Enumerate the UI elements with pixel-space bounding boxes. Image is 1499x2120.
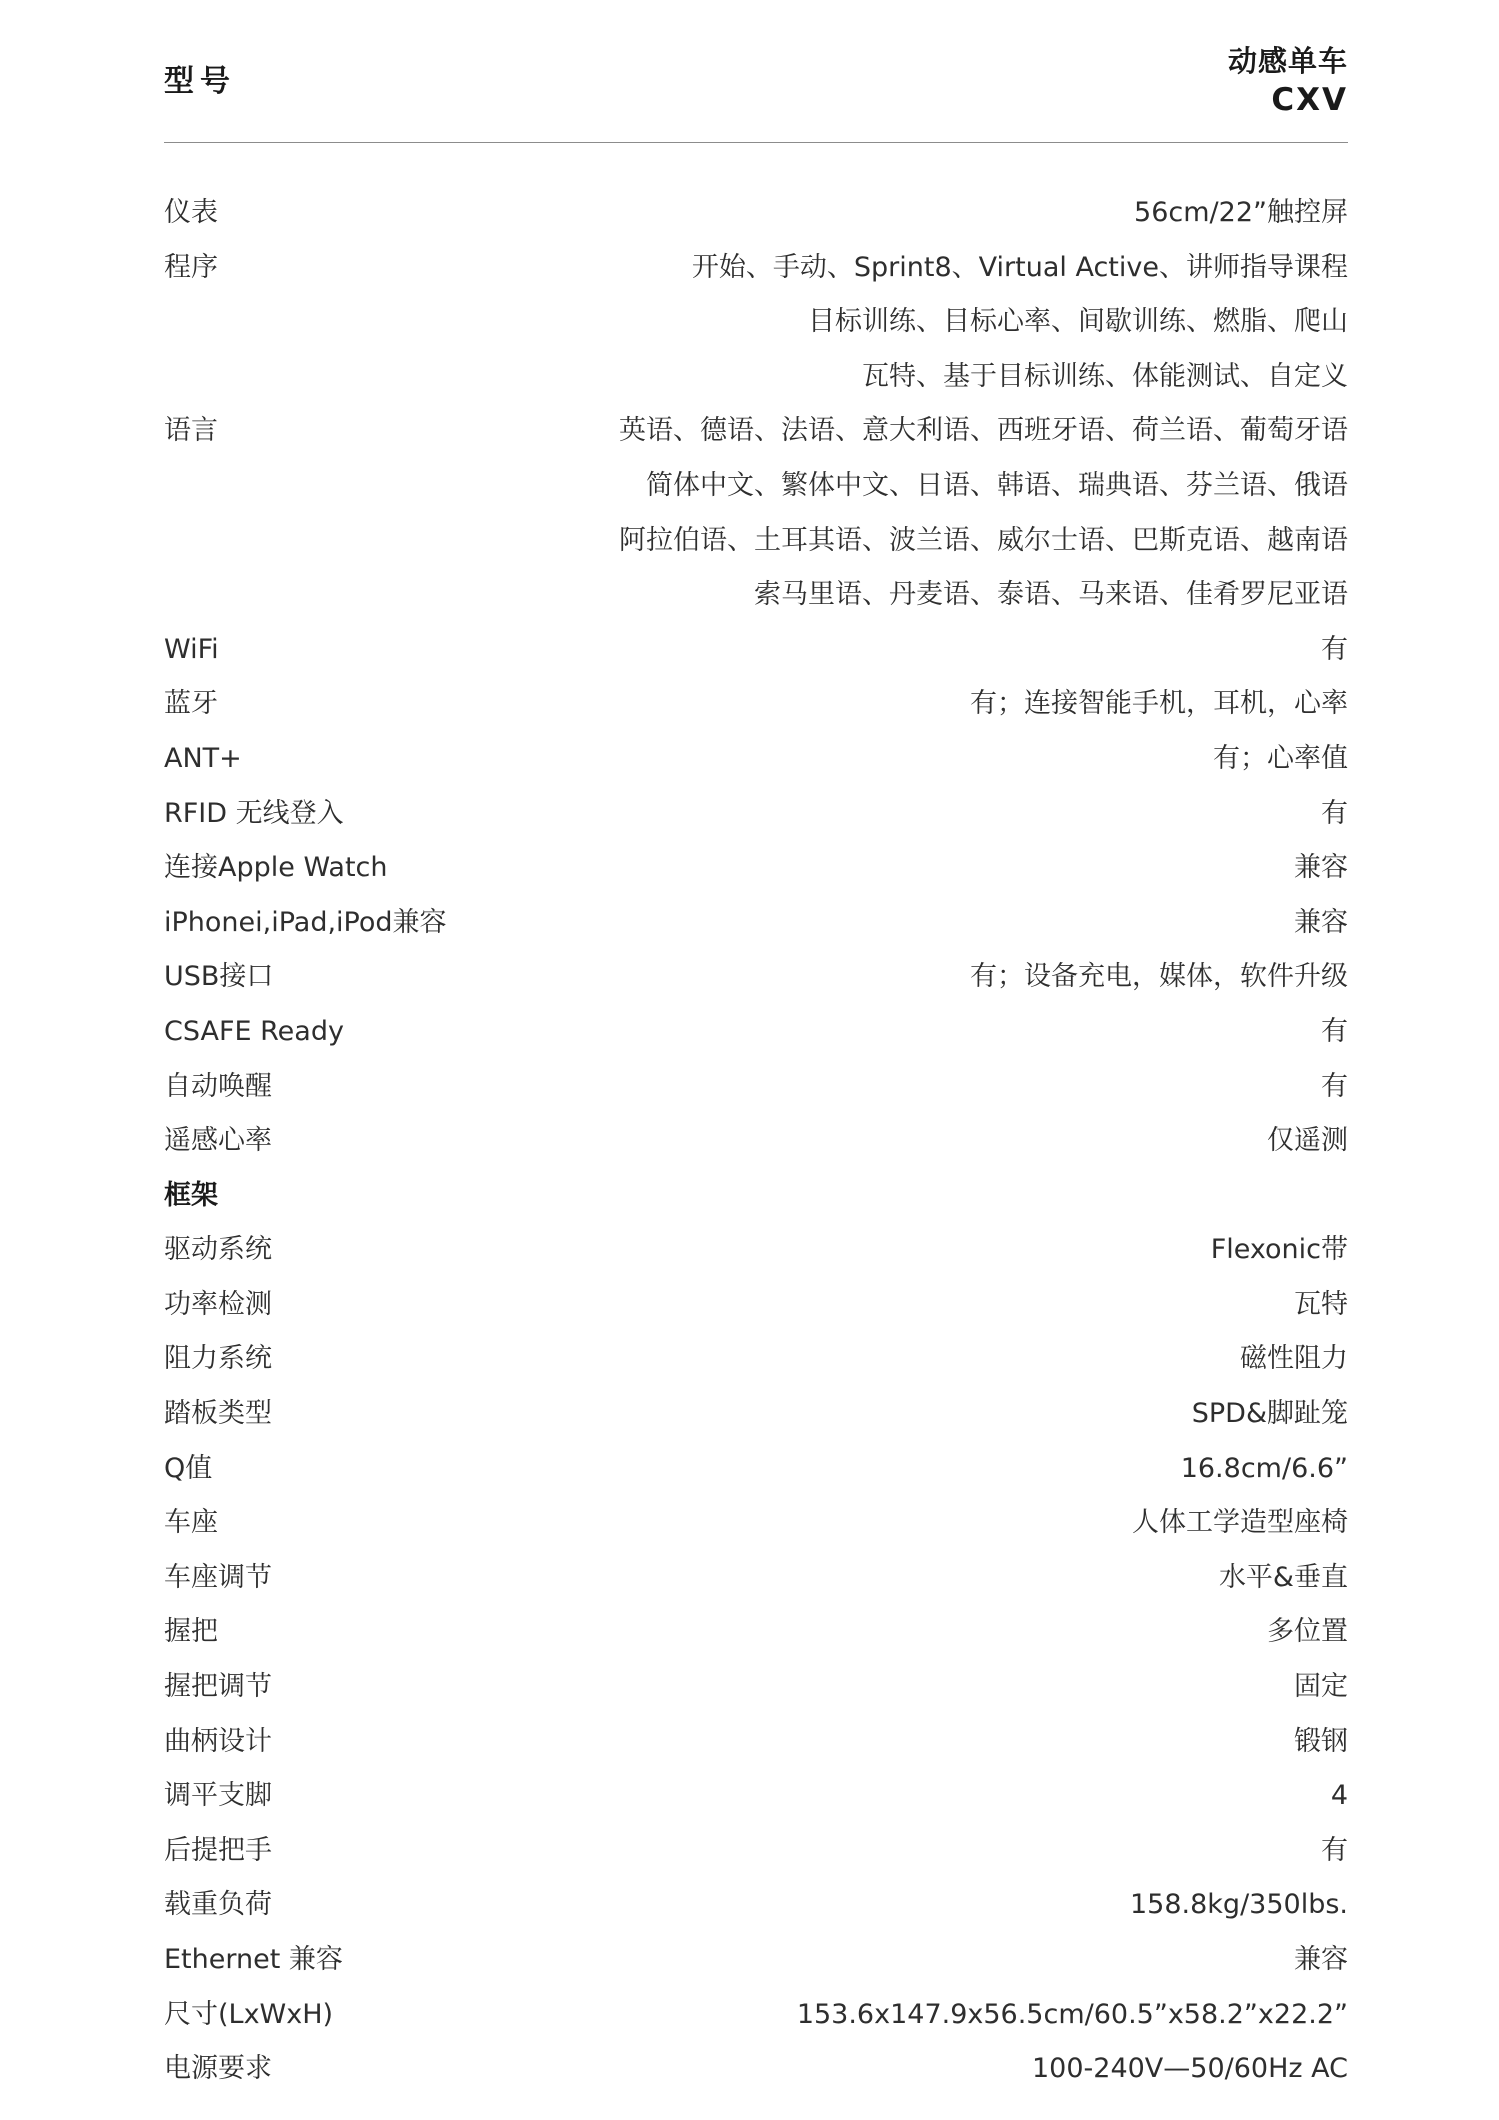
spec-row xyxy=(164,732,1348,787)
spec-values xyxy=(1132,1496,1348,1551)
spec-value: 固定 xyxy=(1294,1671,1348,1703)
spec-value: 瓦特 xyxy=(1294,1288,1348,1320)
spec-value: 153.6x147.9x56.5cm/60.5”x58.2”x22.2” xyxy=(796,1998,1348,2030)
spec-value: 多位置 xyxy=(1267,1616,1348,1648)
spec-values xyxy=(1240,1332,1348,1387)
spec-values xyxy=(692,241,1348,405)
spec-values xyxy=(1267,1114,1348,1169)
spec-sheet xyxy=(164,0,1348,2085)
spec-label: 阻力系统 xyxy=(164,1343,272,1375)
spec-label: ANT+ xyxy=(164,742,242,774)
spec-value: 水平&垂直 xyxy=(1218,1561,1348,1593)
spec-label: 程序 xyxy=(164,251,218,283)
spec-values xyxy=(1134,186,1348,241)
product-name: 动感单车 xyxy=(1227,44,1348,78)
spec-row xyxy=(164,1496,1348,1551)
spec-values xyxy=(1211,1223,1348,1278)
spec-row xyxy=(164,1060,1348,1115)
spec-value: 兼容 xyxy=(1294,906,1348,938)
spec-label: 踏板类型 xyxy=(164,1398,272,1430)
spec-values xyxy=(1213,732,1348,787)
spec-label: 驱动系统 xyxy=(164,1234,272,1266)
spec-values xyxy=(1294,841,1348,896)
spec-label: CSAFE Ready xyxy=(164,1015,344,1047)
spec-label: iPhonei,iPad,iPod兼容 xyxy=(164,906,447,938)
spec-row xyxy=(164,787,1348,842)
spec-value: 阿拉伯语、土耳其语、波兰语、威尔士语、巴斯克语、越南语 xyxy=(619,524,1348,556)
spec-value: 16.8cm/6.6” xyxy=(1180,1452,1348,1484)
spec-row xyxy=(164,186,1348,241)
spec-value: 兼容 xyxy=(1294,1944,1348,1975)
spec-values xyxy=(1331,1769,1348,1824)
spec-label: RFID 无线登入 xyxy=(164,797,344,829)
spec-value: 开始、手动、Sprint8、Virtual Active、讲师指导课程 xyxy=(691,251,1348,283)
spec-header xyxy=(164,0,1348,144)
spec-values xyxy=(1267,1605,1348,1660)
spec-values xyxy=(619,404,1348,622)
spec-row xyxy=(164,1715,1348,1770)
spec-row xyxy=(164,2042,1348,2097)
spec-row xyxy=(164,404,1348,622)
spec-row xyxy=(164,677,1348,732)
spec-label: 仪表 xyxy=(164,197,218,228)
spec-value: 索马里语、丹麦语、泰语、马来语、佳肴罗尼亚语 xyxy=(754,579,1348,611)
spec-value: 100-240V—50/60Hz AC xyxy=(1032,2053,1348,2085)
spec-row xyxy=(164,1988,1348,2043)
spec-values xyxy=(1321,1060,1348,1115)
spec-value: 56cm/22”触控屏 xyxy=(1134,197,1348,228)
spec-label: 连接Apple Watch xyxy=(164,852,388,884)
spec-label: 握把调节 xyxy=(164,1671,272,1703)
spec-values xyxy=(1294,1715,1348,1770)
spec-values xyxy=(1294,1933,1348,1988)
spec-row xyxy=(164,1605,1348,1660)
spec-value: 4 xyxy=(1330,1780,1348,1812)
spec-value: 有 xyxy=(1321,797,1348,829)
spec-value: 磁性阻力 xyxy=(1240,1343,1348,1375)
spec-row xyxy=(164,896,1348,951)
header-divider xyxy=(164,142,1348,143)
spec-value: 有 xyxy=(1321,633,1348,665)
spec-values xyxy=(797,1988,1348,2043)
spec-value: 仅遥测 xyxy=(1267,1125,1348,1157)
spec-value: 158.8kg/350lbs. xyxy=(1130,1889,1348,1921)
spec-label: USB接口 xyxy=(164,961,274,993)
spec-label: 自动唤醒 xyxy=(164,1070,272,1102)
product-title xyxy=(1228,42,1348,120)
spec-value: 人体工学造型座椅 xyxy=(1132,1507,1348,1539)
spec-label: 蓝牙 xyxy=(164,688,218,720)
product-model: CXV xyxy=(1271,82,1348,118)
spec-values xyxy=(1321,1824,1348,1879)
spec-list xyxy=(164,186,1348,2097)
spec-value: 有 xyxy=(1321,1070,1348,1102)
spec-row xyxy=(164,1387,1348,1442)
spec-values xyxy=(1294,1660,1348,1715)
spec-label: 车座调节 xyxy=(164,1561,272,1593)
spec-row xyxy=(164,1114,1348,1169)
spec-label: 功率检测 xyxy=(164,1288,272,1320)
spec-label: 遥感心率 xyxy=(164,1125,272,1157)
spec-value: Flexonic带 xyxy=(1210,1234,1348,1266)
spec-label: 载重负荷 xyxy=(164,1889,272,1921)
spec-row xyxy=(164,950,1348,1005)
spec-row xyxy=(164,1332,1348,1387)
spec-value: 瓦特、基于目标训练、体能测试、自定义 xyxy=(862,360,1348,392)
spec-row xyxy=(164,1660,1348,1715)
spec-row xyxy=(164,841,1348,896)
spec-row xyxy=(164,1442,1348,1497)
spec-label: 后提把手 xyxy=(164,1834,272,1866)
spec-value: 有；连接智能手机，耳机，心率 xyxy=(970,688,1348,720)
spec-value: 有；设备充电，媒体，软件升级 xyxy=(970,961,1348,993)
spec-value: 锻钢 xyxy=(1294,1725,1348,1757)
spec-label: WiFi xyxy=(164,633,219,665)
spec-row xyxy=(164,1769,1348,1824)
spec-value: 目标训练、目标心率、间歇训练、燃脂、爬山 xyxy=(808,306,1348,338)
spec-value: 简体中文、繁体中文、日语、韩语、瑞典语、芬兰语、俄语 xyxy=(646,469,1348,501)
spec-label: Ethernet 兼容 xyxy=(164,1944,343,1975)
spec-row xyxy=(164,241,1348,405)
spec-values xyxy=(1032,2042,1348,2097)
spec-value: 英语、德语、法语、意大利语、西班牙语、荷兰语、葡萄牙语 xyxy=(619,415,1348,447)
spec-value: 有 xyxy=(1321,1015,1348,1047)
spec-label: 语言 xyxy=(164,415,218,447)
spec-label: 尺寸(LxWxH) xyxy=(164,1998,334,2030)
spec-values xyxy=(1294,1278,1348,1333)
spec-value: 有 xyxy=(1321,1834,1348,1866)
spec-value: 兼容 xyxy=(1294,852,1348,884)
spec-values xyxy=(1321,787,1348,842)
spec-values xyxy=(970,950,1348,1005)
spec-label: 调平支脚 xyxy=(164,1780,272,1812)
spec-row xyxy=(164,1278,1348,1333)
spec-values xyxy=(1181,1442,1348,1497)
spec-values xyxy=(1294,896,1348,951)
spec-values xyxy=(1130,1878,1348,1933)
spec-row xyxy=(164,1878,1348,1933)
spec-row xyxy=(164,1933,1348,1988)
spec-label: 曲柄设计 xyxy=(164,1725,272,1757)
spec-row xyxy=(164,1551,1348,1606)
spec-values xyxy=(1321,1005,1348,1060)
spec-values xyxy=(970,677,1348,732)
spec-row xyxy=(164,1223,1348,1278)
spec-label: Q值 xyxy=(164,1452,213,1484)
spec-values xyxy=(1321,623,1348,678)
spec-value: 有；心率值 xyxy=(1213,742,1348,774)
spec-row xyxy=(164,1005,1348,1060)
spec-row xyxy=(164,1824,1348,1879)
section-title-frame: 框架 xyxy=(164,1179,218,1211)
console-spec-group xyxy=(164,186,1348,1169)
spec-label: 车座 xyxy=(164,1507,218,1539)
spec-value: SPD&脚趾笼 xyxy=(1191,1398,1348,1430)
spec-label: 电源要求 xyxy=(164,2053,272,2085)
model-label: 型号 xyxy=(164,64,236,99)
spec-values xyxy=(1192,1387,1348,1442)
spec-values xyxy=(1219,1551,1348,1606)
spec-row xyxy=(164,623,1348,678)
frame-spec-group xyxy=(164,1223,1348,2097)
spec-label: 握把 xyxy=(164,1616,218,1648)
